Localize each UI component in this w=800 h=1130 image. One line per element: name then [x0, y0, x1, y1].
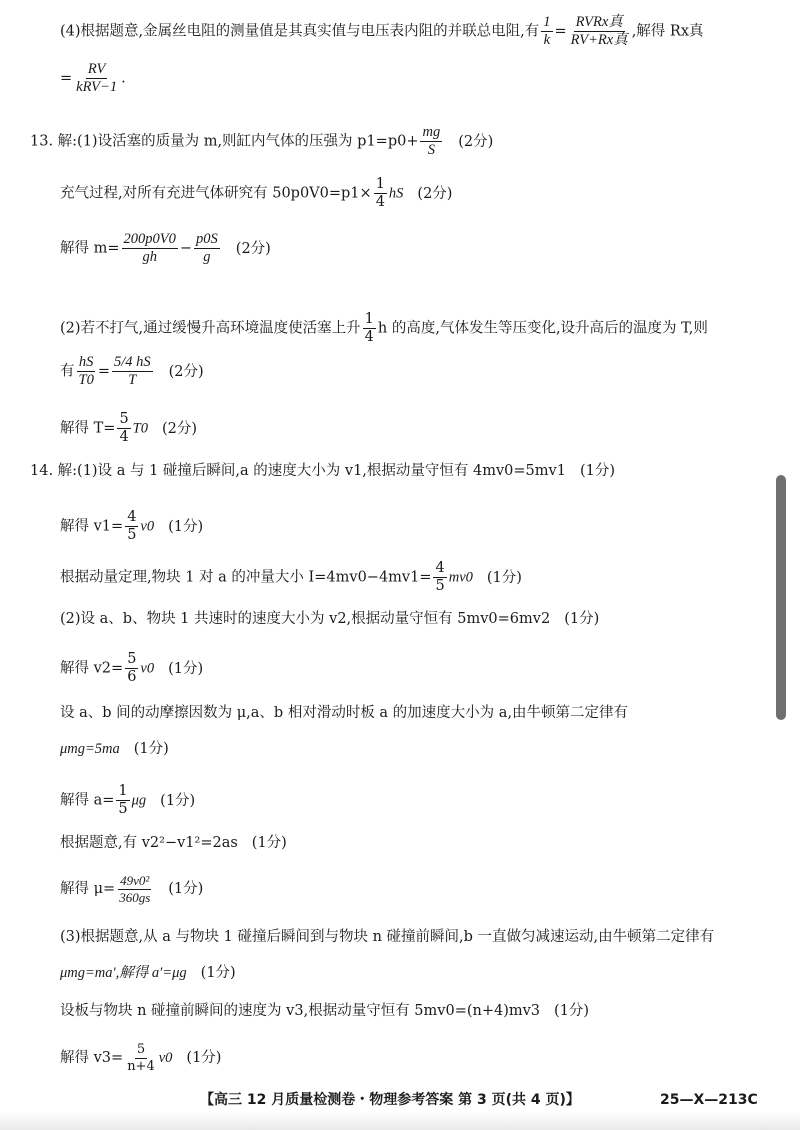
q13-line3: 解得 m= $\frac{200p0V0}{gh}$ − $\frac{p0S}{g}$ (2分) [60, 231, 271, 266]
q12-4-solve: ,解得 Rx真 [631, 23, 704, 40]
score-label: (1分) [564, 611, 600, 627]
q14-line11: (3)根据题意,从 a 与物块 1 碰撞后瞬间到与物块 n 碰撞前瞬间,b 一直做匀减速运动,由牛顿第二定律有 [60, 929, 715, 945]
score-label: (1分) [168, 518, 204, 535]
q13-line6: 解得 T= $\frac{5}{4}$ T0 (2分) [60, 411, 198, 446]
fraction: $\frac{5/4 hS}{T}$ [113, 354, 151, 389]
page-footer-code: 25—X—213C [660, 1092, 758, 1108]
fraction: $\frac{200p0V0}{gh}$ [123, 231, 176, 266]
score-label: (2分) [235, 240, 271, 257]
score-label: (1分) [186, 1050, 222, 1067]
fraction: $\frac{1}{k}$ [543, 14, 551, 49]
q14-line7: μmg=5ma (1分) [60, 741, 169, 757]
page-footer-title: 【高三 12 月质量检测卷・物理参考答案 第 3 页(共 4 页)】 [200, 1092, 580, 1108]
score-label: (1分) [486, 569, 522, 586]
score-label: (2分) [458, 133, 494, 150]
fraction: $\frac{1}{4}$ [375, 176, 385, 211]
fraction: $\frac{1}{4}$ [364, 311, 374, 346]
q14-line4: (2)设 a、b、物块 1 共速时的速度大小为 v2,根据动量守恒有 5mv0=6mv2 (1分) [60, 611, 600, 627]
score-label: (1分) [133, 741, 169, 757]
q14-line8: 解得 a= $\frac{1}{5}$ μg (1分) [60, 783, 196, 818]
score-label: (1分) [168, 660, 204, 677]
q14-line13: 设板与物块 n 碰撞前瞬间的速度为 v3,根据动量守恒有 5mv0=(n+4)mv3 (1分) [60, 1003, 590, 1019]
q13-line1: 13. 解:(1)设活塞的质量为 m,则缸内气体的压强为 p1=p0+ $\frac{mg}{S}$ (2分) [30, 124, 494, 159]
q14-line10: 解得 μ= $\frac{\text{49v0²}}{360gs}$ (1分) [60, 873, 204, 905]
fraction: $\frac{\text{49v0²}}{360gs}$ [119, 873, 151, 905]
q14-line14: 解得 v3= $\frac{5}{n+4}$ v0 (1分) [60, 1042, 222, 1074]
score-label: (2分) [168, 363, 204, 380]
fraction: $\frac{hS}{T0}$ [78, 354, 94, 389]
q14-line12: μmg=ma′,解得 a′=μg (1分) [60, 965, 236, 981]
fraction: $\frac{RV}{\text{kRV−1}}$ [76, 61, 118, 96]
q14-line9: 根据题意,有 v2²−v1²=2as (1分) [60, 835, 287, 851]
fraction: $\frac{p0S}{g}$ [196, 231, 218, 266]
q14-line6: 设 a、b 间的动摩擦因数为 μ,a、b 相对滑动时板 a 的加速度大小为 a,由牛顿第二定律有 [60, 705, 629, 721]
q13-line2: 充气过程,对所有充进气体研究有 50p0V0=p1× $\frac{1}{4}$ hS (2分) [60, 176, 453, 211]
fraction: $\frac{5}{6}$ [127, 651, 137, 686]
fraction: $\frac{mg}{S}$ [422, 124, 441, 159]
q12-4-intro: (4)根据题意,金属丝电阻的测量值是其真实值与电压表内阻的并联总电阻,有 [60, 23, 540, 40]
q13-line4: (2)若不打气,通过缓慢升高环境温度使活塞上升 $\frac{1}{4}$ h 的高度,气体发生等压变化,设升高后的温度为 T,则 [60, 311, 708, 346]
fraction: $\frac{4}{5}$ [127, 509, 137, 544]
bottom-edge-shade [0, 1112, 800, 1130]
score-label: (2分) [417, 185, 453, 202]
q14-line3: 根据动量定理,物块 1 对 a 的冲量大小 I=4mv0−4mv1= $\frac{4}{5}$ mv0 (1分) [60, 560, 522, 595]
vertical-scrollbar-thumb[interactable] [776, 475, 786, 720]
fraction: $\frac{1}{5}$ [118, 783, 128, 818]
score-label: (1分) [579, 463, 615, 479]
score-label: (1分) [554, 1003, 590, 1019]
q13-line5: 有 $\frac{hS}{T0}$ = $\frac{5/4 hS}{T}$ (2分) [60, 354, 204, 389]
fraction: $\frac{5}{n+4}$ [127, 1042, 155, 1074]
score-label: (1分) [251, 835, 287, 851]
score-label: (1分) [168, 881, 204, 898]
q12-4-line2: = $\frac{RV}{\text{kRV−1}}$ . [60, 61, 126, 96]
score-label: (2分) [162, 420, 198, 437]
q14-line2: 解得 v1= $\frac{4}{5}$ v0 (1分) [60, 509, 204, 544]
score-label: (1分) [200, 965, 236, 981]
fraction: $\frac{\text{RVRx真}}{\text{RV+Rx真}}$ [570, 14, 628, 49]
fraction: $\frac{4}{5}$ [435, 560, 445, 595]
q12-4-line1: (4)根据题意,金属丝电阻的测量值是其真实值与电压表内阻的并联总电阻,有 $\frac{1}{k}$ = $\frac{\text{RVRx真}}{\text{RV+Rx真}}$ ,解得 Rx真 [60, 14, 704, 49]
score-label: (1分) [160, 792, 196, 809]
fraction: $\frac{5}{4}$ [119, 411, 129, 446]
q14-line1: 14. 解:(1)设 a 与 1 碰撞后瞬间,a 的速度大小为 v1,根据动量守恒有 4mv0=5mv1 (1分) [30, 463, 615, 479]
q14-line5: 解得 v2= $\frac{5}{6}$ v0 (1分) [60, 651, 204, 686]
